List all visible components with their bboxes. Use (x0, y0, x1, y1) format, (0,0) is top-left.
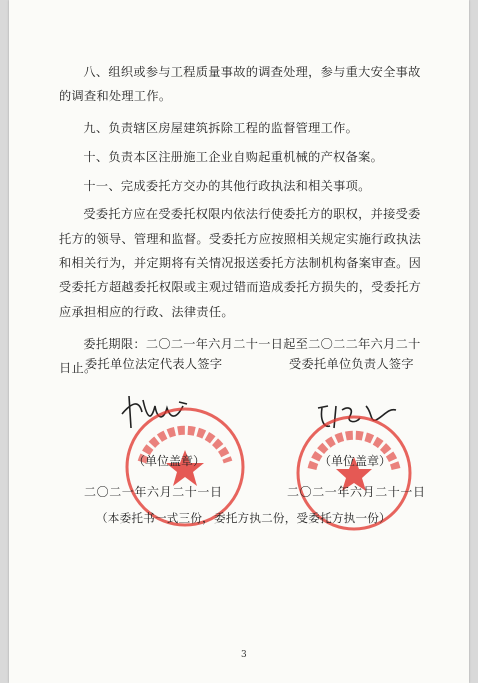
right-seal-label: （单位盖章） (319, 454, 392, 468)
page-number: 3 (241, 650, 247, 660)
body-text (59, 60, 427, 381)
right-date: 二〇二一年六月二十一日 (287, 485, 426, 499)
left-seal-label: （单位盖章） (133, 454, 206, 468)
paragraph-responsibility: 受委托方应在受委托权限内依法行使委托方的职权，并接受委托方的领导、管理和监督。受委托方应按照相关规定实施行政执法和相关行为，并定期将有关情况报送委托方法制机构备案审查。因受委托方超越委托权限或主观过错而造成委托方损失的，受委托方应承担相应的行政、法律责任。 (59, 207, 422, 319)
paragraph-9: 九、负责辖区房屋建筑拆除工程的监督管理工作。 (83, 120, 359, 135)
right-signature-label: 受委托单位负责人签字 (289, 357, 414, 371)
left-date: 二〇二一年六月二十一日 (84, 485, 223, 499)
document-page (9, 0, 469, 683)
copies-note: （本委托书一式三份，委托方执二份，受委托方执一份） (96, 511, 391, 525)
paragraph-10: 十、负责本区注册施工企业自购起重机械的产权备案。 (83, 149, 384, 164)
left-signature-label: 委托单位法定代表人签字 (85, 357, 223, 371)
paragraph-11: 十一、完成委托方交办的其他行政执法和相关事项。 (83, 179, 371, 194)
paragraph-term: 委托期限：二〇二一年六月二十一日起至二〇二二年六月二十日止。 (59, 336, 421, 376)
paragraph-8: 八、组织或参与工程质量事故的调查处理，参与重大安全事故的调查和处理工作。 (59, 65, 421, 104)
